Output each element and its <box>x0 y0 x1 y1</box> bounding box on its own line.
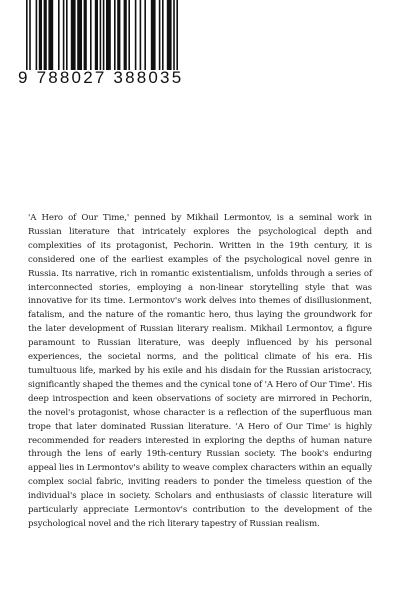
barcode-bar <box>144 0 146 70</box>
barcode-bar <box>117 0 120 70</box>
barcode-bar <box>114 0 116 70</box>
barcode-bar <box>140 0 142 70</box>
barcode-bar <box>128 0 130 70</box>
barcode-bar <box>135 0 137 70</box>
barcode-bar <box>36 0 38 70</box>
isbn-barcode <box>18 0 188 100</box>
barcode-bar <box>58 0 60 70</box>
barcode-bar <box>151 0 156 70</box>
barcode-bar <box>71 0 76 70</box>
barcode-bar <box>124 0 127 70</box>
barcode-bar <box>84 0 87 70</box>
barcode-bar <box>162 0 164 70</box>
barcode-bar <box>77 0 82 70</box>
isbn-number: 9 788027 388035 <box>18 68 184 87</box>
barcode-bar <box>39 0 42 70</box>
book-description: 'A Hero of Our Time,' penned by Mikhail Lermontov, is a seminal work in Russian literature that intricately explores the psychological depth and complexities of its protagonist, Pechorin. Written in the 19th century, it is considered one of the earliest examples of the psychological novel genre in Russia. Its narrative, rich in romantic existentialism, unfolds through a series of interconnected stories, employing a non-linear storytelling style that was innovative for its time. Lermontov's work delves into themes of disillusionment, fatalism, and the nature of the romantic hero, thus laying the groundwork for the later development of Russian literary realism. Mikhail Lermontov, a figure paramount to Russian literature, was deeply influenced by his personal experiences, the societal norms, and the political climate of his era. His tumultuous life, marked by his exile and his disdain for the Russian aristocracy, significantly shaped the themes and the cynical tone of 'A Hero of Our Time'. His deep introspection and keen observations of society are mirrored in Pechorin, the novel's protagonist, whose character is a reflection of the superfluous man trope that later dominated Russian literature. 'A Hero of Our Time' is highly recommended for readers interested in exploring the depths of human nature through the lens of early 19th-century Russian society. The book's enduring appeal lies in Lermontov's ability to weave complex characters within an equally complex social fabric, inviting readers to ponder the timeless question of the individual's place in society. Scholars and enthusiasts of classic literature will particularly appreciate Lermontov's contribution to the development of the psychological novel and the rich literary tapestry of Russian realism. <box>28 213 372 529</box>
barcode-bar <box>63 0 65 70</box>
barcode-bar <box>103 0 105 70</box>
barcode-bar <box>29 0 31 70</box>
barcode-bar <box>159 0 161 70</box>
barcode-bar <box>100 0 102 70</box>
barcode-bar <box>173 0 175 70</box>
barcode-bar <box>176 0 178 70</box>
isbn-barcode-icon <box>26 0 178 70</box>
barcode-bar <box>95 0 98 70</box>
barcode-bar <box>167 0 172 70</box>
barcode-bar <box>106 0 111 70</box>
barcode-bar <box>26 0 28 70</box>
barcode-bar <box>66 0 68 70</box>
barcode-bar <box>48 0 53 70</box>
barcode-bar <box>44 0 47 70</box>
barcode-bar <box>90 0 92 70</box>
